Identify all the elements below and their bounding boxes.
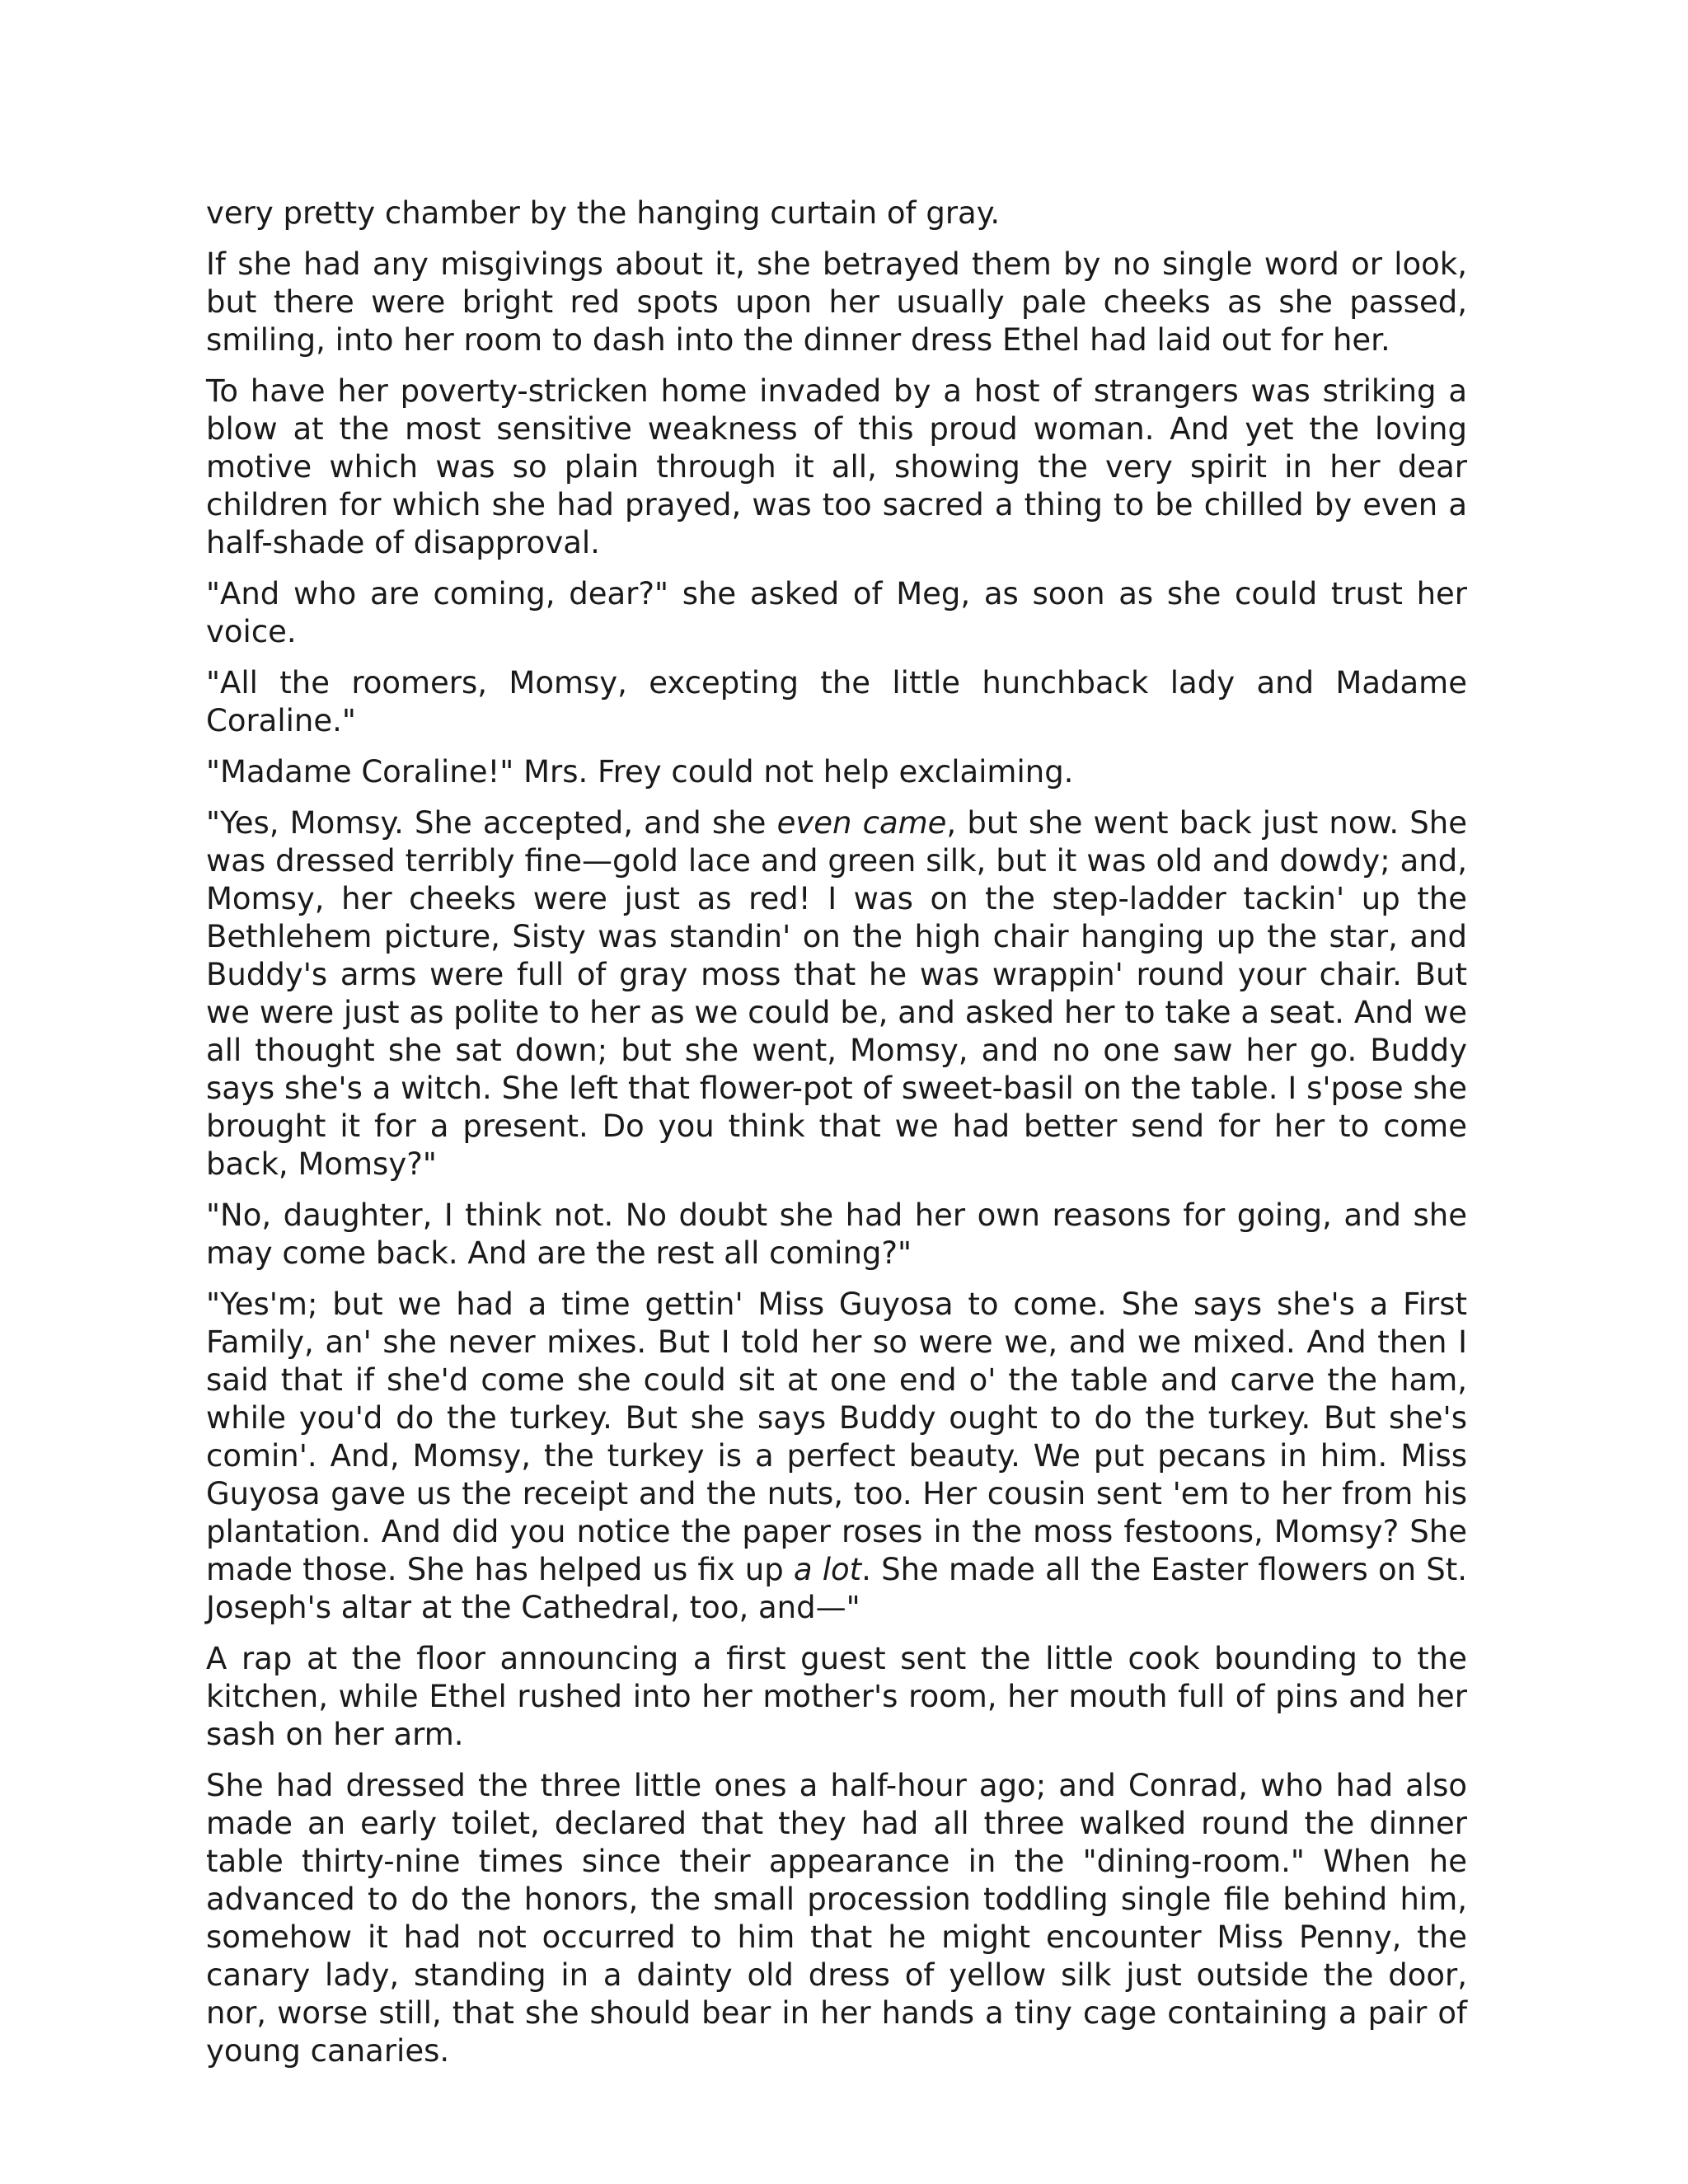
paragraph: To have her poverty-stricken home invaded by a host of strangers was striking a blow at the most sensitive weakness of this proud woman. And yet the loving motive which was so plain through it all, showing the very spirit in her dear children for which she had prayed, was too sacred a thing to be chilled by even a half-shade of disapproval. xyxy=(206,373,1467,560)
paragraph: "Madame Coraline!" Mrs. Frey could not help exclaiming. xyxy=(206,754,1074,790)
paragraph: "And who are coming, dear?" she asked of Meg, as soon as she could trust her voice. xyxy=(206,576,1467,649)
paragraph xyxy=(206,804,1467,1183)
paragraph: A rap at the floor announcing a first guest sent the little cook bounding to the kitchen, while Ethel rushed into her mother's room, her mouth full of pins and her sash on her arm. xyxy=(206,1641,1467,1752)
paragraph: If she had any misgivings about it, she betrayed them by no single word or look, but there were bright red spots upon her usually pale cheeks as she passed, smiling, into her room to dash into the dinner dress Ethel had laid out for her. xyxy=(206,246,1467,358)
paragraph: very pretty chamber by the hanging curtain of gray. xyxy=(206,195,1001,231)
paragraph: "No, daughter, I think not. No doubt she had her own reasons for going, and she may come back. And are the rest all coming?" xyxy=(206,1197,1467,1271)
paragraph-text: . She made all the Easter flowers on St. Joseph's altar at the Cathedral, too, and—" xyxy=(206,1552,1467,1625)
paragraph-text: , but she went back just now. She was dressed terribly fine—gold lace and green silk, but it was old and dowdy; and, Momsy, her cheeks were just as red! I was on the step-ladder tackin' up the Bethlehem picture, Sisty was standin' on the high chair hanging up the star, and Buddy's arms were full of gray moss that he was wrappin' round your chair. But we were just as polite to her as we could be, and asked her to take a seat. And we all thought she sat down; but she went, Momsy, and no one saw her go. Buddy says she's a witch. She left that flower-pot of sweet-basil on the table. I s'pose she brought it for a present. Do you think that we had better send for her to come back, Momsy?" xyxy=(206,805,1467,1182)
emphasis-text: a lot xyxy=(793,1552,862,1587)
paragraph: She had dressed the three little ones a half-hour ago; and Conrad, who had also made an early toilet, declared that they had all three walked round the dinner table thirty-nine times since their appearance in the "dining-room." When he advanced to do the honors, the small procession toddling single file behind him, somehow it had not occurred to him that he might encounter Miss Penny, the canary lady, standing in a dainty old dress of yellow silk just outside the door, nor, worse still, that she should bear in her hands a tiny cage containing a pair of young canaries. xyxy=(206,1768,1467,2069)
emphasis-text: even came xyxy=(776,805,947,841)
paragraph-text: "Yes, Momsy. She accepted, and she xyxy=(206,805,777,841)
paragraph xyxy=(206,1286,1467,1627)
paragraph: "All the roomers, Momsy, excepting the little hunchback lady and Madame Coraline." xyxy=(206,665,1467,738)
page-body xyxy=(206,194,1467,2083)
paragraph-text: "Yes'm; but we had a time gettin' Miss Guyosa to come. She says she's a First Family, an' she never mixes. But I told her so were we, and we mixed. And then I said that if she'd come she could sit at one end o' the table and carve the ham, while you'd do the turkey. But she says Buddy ought to do the turkey. But she's comin'. And, Momsy, the turkey is a perfect beauty. We put pecans in him. Miss Guyosa gave us the receipt and the nuts, too. Her cousin sent 'em to her from his plantation. And did you notice the paper roses in the moss festoons, Momsy? She made those. She has helped us fix up xyxy=(206,1286,1467,1587)
